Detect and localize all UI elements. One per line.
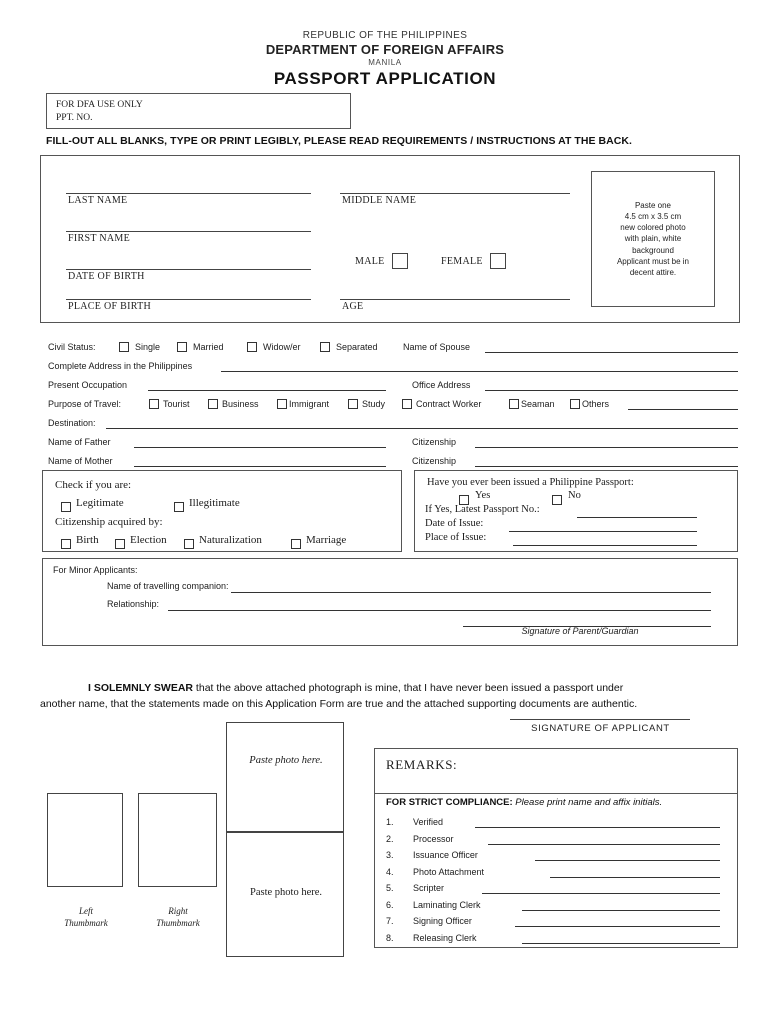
father-row [48,435,738,452]
office-address-label: Office Address [412,380,471,390]
purpose-business-label: Business [222,399,259,409]
civil-status-separated-checkbox[interactable] [320,342,330,352]
complete-address-row [48,359,738,376]
place-of-birth-label: PLACE OF BIRTH [68,301,152,312]
last-name-input[interactable] [66,193,311,194]
acquired-birth-checkbox[interactable] [61,539,71,549]
compliance-item-label: Releasing Clerk [413,932,477,943]
acquired-election-checkbox[interactable] [115,539,125,549]
relationship-input[interactable] [168,610,711,611]
civil-status-widower-checkbox[interactable] [247,342,257,352]
compliance-list-item [386,848,726,865]
civil-status-widower-label: Widow/er [263,342,301,352]
civil-status-married-label: Married [193,342,224,352]
middle-name-input[interactable] [340,193,570,194]
sex-male-option[interactable] [355,253,408,269]
civil-status-separated-label: Separated [336,342,378,352]
compliance-item-label: Scripter [413,883,445,893]
compliance-item-label: Issuance Officer [413,850,478,860]
female-label: FEMALE [441,255,483,267]
purpose-seaman-checkbox[interactable] [509,399,519,409]
compliance-item-number: 2. [386,833,394,844]
acquired-naturalization-checkbox[interactable] [184,539,194,549]
form-header [0,30,770,89]
header-department: DEPARTMENT OF FOREIGN AFFAIRS [265,42,505,57]
sex-selection-row [355,253,575,275]
mother-citizenship-input[interactable] [475,466,738,467]
legitimate-label: Legitimate [76,497,124,509]
legitimacy-citizenship-box [42,470,402,552]
travelling-companion-label: Name of travelling companion: [107,581,229,591]
father-citizenship-input[interactable] [475,447,738,448]
present-occupation-label: Present Occupation [48,380,128,390]
compliance-list-item [386,931,726,948]
female-checkbox[interactable] [490,253,506,269]
photo-instruction-text [613,200,693,278]
right-thumbmark-caption-line2: Thumbmark [156,918,200,928]
compliance-item-number: 8. [386,932,394,943]
purpose-others-label: Others [582,399,610,409]
photo-instruction-line: new colored photo [620,223,686,233]
compliance-list-item [386,898,726,915]
civil-status-married-checkbox[interactable] [177,342,187,352]
mother-citizenship-label: Citizenship [412,456,457,466]
compliance-item-number: 4. [386,866,394,877]
check-if-you-are-heading: Check if you are: [55,479,132,491]
acquired-marriage-checkbox[interactable] [291,539,301,549]
paste-photo-box-top[interactable] [226,722,344,832]
destination-label: Destination: [48,418,96,428]
paste-photo-bottom-label: Paste photo here. [249,887,323,898]
photo-instruction-line: Applicant must be in [616,256,690,266]
compliance-item-number: 7. [386,916,394,926]
compliance-checklist [386,815,726,947]
compliance-item-label: Photo Attachment [413,866,485,877]
compliance-item-input[interactable] [515,926,720,927]
previous-passport-question: Have you ever been issued a Philippine Passport: [427,477,634,488]
compliance-list-item [386,881,726,898]
name-of-mother-label: Name of Mother [48,456,113,466]
latest-passport-no-input[interactable] [577,517,697,518]
applicant-signature-input[interactable] [510,719,690,720]
travelling-companion-input[interactable] [231,592,711,593]
acquired-marriage-label: Marriage [306,534,347,546]
page-title: PASSPORT APPLICATION [273,69,497,88]
latest-passport-no-label: If Yes, Latest Passport No.: [425,504,540,515]
left-thumbmark-caption-line2: Thumbmark [64,918,108,928]
acquired-election-label: Election [130,534,167,546]
purpose-of-travel-row [48,397,738,414]
oath-bold-lead: I SOLEMNLY SWEAR [88,682,194,694]
compliance-item-label: Verified [413,817,444,827]
civil-status-single-checkbox[interactable] [119,342,129,352]
male-label: MALE [355,255,385,267]
compliance-item-input[interactable] [550,877,720,878]
last-name-label: LAST NAME [68,195,128,206]
age-input[interactable] [340,299,570,300]
place-of-issue-label: Place of Issue: [425,532,487,543]
compliance-list-item [386,914,726,931]
first-name-input[interactable] [66,231,311,232]
sex-female-option[interactable] [441,253,506,269]
first-name-label: FIRST NAME [68,233,130,244]
name-of-father-input[interactable] [134,447,386,448]
purpose-study-label: Study [362,399,386,409]
place-of-birth-input[interactable] [66,299,311,300]
name-of-father-label: Name of Father [48,437,111,447]
photo-instruction-line: 4.5 cm x 3.5 cm [624,211,682,221]
photo-paste-instruction-box [591,171,715,307]
left-thumbmark-caption [42,905,130,929]
complete-address-label: Complete Address in the Philippines [48,361,193,371]
occupation-row [48,378,738,395]
destination-input[interactable] [106,428,738,429]
oath-line1: that the above attached photograph is mine, that I have never been issued a passport under [193,682,624,694]
paste-photo-top-label: Paste photo here. [249,755,323,766]
purpose-immigrant-label: Immigrant [289,399,330,409]
compliance-item-number: 5. [386,883,394,893]
remarks-divider [375,793,737,794]
illegitimate-checkbox[interactable] [174,502,184,512]
applicant-signature-label: SIGNATURE OF APPLICANT [531,723,670,734]
right-thumbmark-caption-line1: Right [168,906,188,916]
solemn-oath-paragraph [40,680,746,712]
acquired-birth-label: Birth [76,534,99,546]
parent-guardian-signature-caption: Signature of Parent/Guardian [521,626,639,636]
ppt-no-label: PPT. NO. [56,113,93,123]
remarks-title: REMARKS: [386,757,458,772]
father-citizenship-label: Citizenship [412,437,457,447]
civil-status-label: Civil Status: [48,342,96,352]
compliance-item-number: 3. [386,850,394,860]
citizenship-acquired-heading: Citizenship acquired by: [55,516,163,528]
purpose-business-checkbox[interactable] [208,399,218,409]
header-city: MANILA [368,58,402,67]
date-of-issue-label: Date of Issue: [425,518,484,529]
name-of-spouse-label: Name of Spouse [403,342,471,352]
compliance-item-input[interactable] [475,827,720,828]
compliance-item-input[interactable] [535,860,720,861]
purpose-immigrant-checkbox[interactable] [277,399,287,409]
legitimate-checkbox[interactable] [61,502,71,512]
purpose-others-input[interactable] [628,409,738,410]
compliance-list-item [386,865,726,882]
compliance-item-input[interactable] [482,893,720,894]
previous-passport-no-checkbox[interactable] [552,495,562,505]
compliance-item-input[interactable] [522,910,720,911]
purpose-others-checkbox[interactable] [570,399,580,409]
name-of-mother-input[interactable] [134,466,386,467]
compliance-item-input[interactable] [522,943,720,944]
present-occupation-input[interactable] [148,390,386,391]
date-of-birth-label: DATE OF BIRTH [68,271,145,282]
civil-status-single-label: Single [135,342,161,352]
acquired-naturalization-label: Naturalization [199,534,262,546]
compliance-list-item [386,832,726,849]
photo-instruction-line: Paste one [634,200,671,210]
illegitimate-label: Illegitimate [189,497,240,509]
purpose-contract-worker-label: Contract Worker [416,399,482,409]
compliance-item-number: 6. [386,899,394,910]
compliance-item-label: Signing Officer [413,916,472,926]
date-of-issue-input[interactable] [509,531,697,532]
purpose-tourist-checkbox[interactable] [149,399,159,409]
civil-status-row [48,340,738,357]
place-of-issue-input[interactable] [513,545,697,546]
dfa-use-only-box [46,93,351,129]
left-thumbmark-box[interactable] [47,793,123,887]
compliance-list-item [386,815,726,832]
header-republic: REPUBLIC OF THE PHILIPPINES [302,30,468,41]
minor-applicants-heading: For Minor Applicants: [53,565,138,575]
photo-instruction-line: decent attire. [629,268,677,277]
purpose-study-checkbox[interactable] [348,399,358,409]
compliance-item-number: 1. [386,817,394,827]
name-of-spouse-input[interactable] [485,352,738,353]
previous-passport-no-label: No [568,490,581,501]
mother-row [48,454,738,471]
photo-instruction-line: with plain, white [624,234,682,244]
left-thumbmark-caption-line1: Left [78,906,93,916]
previous-passport-box [414,470,738,552]
middle-name-label: MIDDLE NAME [342,195,417,206]
previous-passport-yes-label: Yes [475,490,491,501]
male-checkbox[interactable] [392,253,408,269]
compliance-item-input[interactable] [488,844,720,845]
relationship-label: Relationship: [107,599,160,609]
purpose-tourist-label: Tourist [163,399,190,409]
strict-compliance-italic: Please print name and affix initials. [512,797,663,808]
compliance-item-label: Laminating Clerk [413,899,481,910]
strict-compliance-heading [386,797,662,808]
complete-address-input[interactable] [221,371,738,372]
right-thumbmark-box[interactable] [138,793,217,887]
oath-line2: another name, that the statements made on this Application Form are true and the attached supporting documents are authentic. [40,698,638,710]
strict-compliance-bold: FOR STRICT COMPLIANCE: [386,797,513,808]
right-thumbmark-caption [133,905,223,929]
destination-row [48,416,738,433]
compliance-item-label: Processor [413,833,454,844]
photo-instruction-line: background [632,245,674,255]
purpose-of-travel-label: Purpose of Travel: [48,399,122,409]
purpose-seaman-label: Seaman [521,399,555,409]
age-label: AGE [342,301,364,312]
dfa-use-only-label: FOR DFA USE ONLY [56,100,143,110]
date-of-birth-input[interactable] [66,269,311,270]
fill-out-instruction: FILL-OUT ALL BLANKS, TYPE OR PRINT LEGIBLY, PLEASE READ REQUIREMENTS / INSTRUCTIONS AT THE BACK. [46,135,633,147]
purpose-contract-worker-checkbox[interactable] [402,399,412,409]
office-address-input[interactable] [485,390,738,391]
